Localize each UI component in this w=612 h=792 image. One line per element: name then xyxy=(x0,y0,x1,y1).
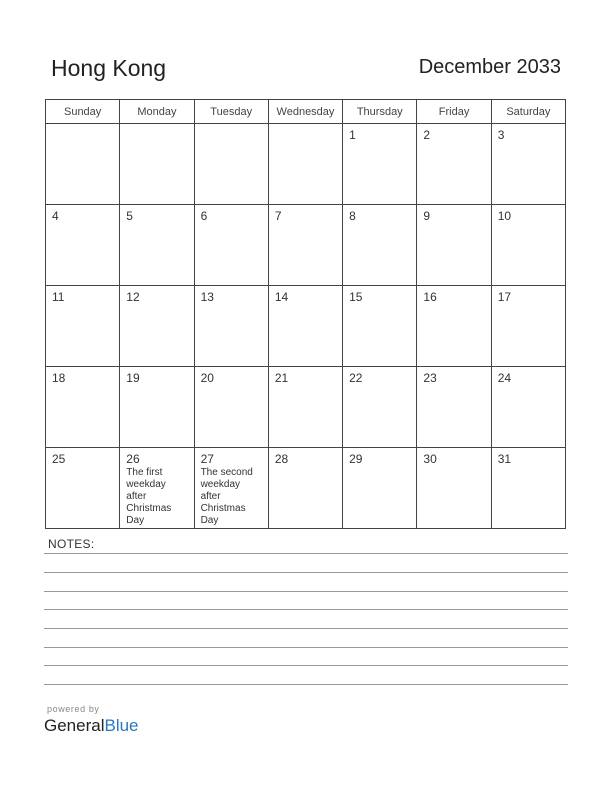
day-number: 20 xyxy=(200,371,214,385)
day-cell xyxy=(120,367,194,448)
day-cell xyxy=(417,448,491,529)
day-number: 14 xyxy=(274,290,289,304)
day-cell xyxy=(46,286,120,367)
day-number: 25 xyxy=(52,452,66,466)
day-number: 15 xyxy=(349,290,363,304)
day-cell xyxy=(194,205,268,286)
region-title: Hong Kong xyxy=(51,55,167,81)
day-cell xyxy=(417,367,491,448)
day-number: 24 xyxy=(497,371,512,385)
week-row xyxy=(46,205,566,286)
day-cell xyxy=(417,205,491,286)
day-number: 21 xyxy=(274,371,289,385)
weekday-sunday: Sunday xyxy=(46,100,120,124)
day-cell xyxy=(343,286,417,367)
day-cell xyxy=(491,124,565,205)
day-cell xyxy=(343,367,417,448)
day-cell xyxy=(417,124,491,205)
note-line xyxy=(44,591,568,592)
day-cell xyxy=(194,448,268,529)
empty-day-cell xyxy=(194,124,268,205)
day-cell xyxy=(343,205,417,286)
day-number: 29 xyxy=(349,452,363,466)
day-number: 2 xyxy=(423,128,431,142)
day-number: 13 xyxy=(200,290,214,304)
calendar-grid xyxy=(45,99,566,529)
day-number: 11 xyxy=(52,290,65,304)
day-number: 1 xyxy=(349,128,356,142)
month-year-title: December 2033 xyxy=(418,56,561,78)
week-row xyxy=(46,286,566,367)
note-line xyxy=(44,553,568,554)
day-number: 7 xyxy=(274,209,282,223)
day-cell xyxy=(268,205,342,286)
day-cell xyxy=(343,448,417,529)
brand-general: General xyxy=(44,716,105,735)
note-line xyxy=(44,628,568,629)
week-row xyxy=(46,448,566,529)
notes-label: NOTES: xyxy=(48,537,95,551)
day-number: 18 xyxy=(52,371,66,385)
day-number: 30 xyxy=(423,452,437,466)
week-row xyxy=(46,124,566,205)
empty-day-cell xyxy=(120,124,194,205)
week-row xyxy=(46,367,566,448)
note-line xyxy=(44,684,568,685)
day-cell xyxy=(194,286,268,367)
day-number: 31 xyxy=(497,452,512,466)
day-number: 6 xyxy=(200,209,208,223)
day-cell xyxy=(417,286,491,367)
day-cell xyxy=(194,367,268,448)
day-number: 3 xyxy=(497,128,505,142)
day-number: 22 xyxy=(349,371,363,385)
note-line xyxy=(44,665,568,666)
weekday-wednesday: Wednesday xyxy=(268,100,342,124)
day-number: 17 xyxy=(497,290,512,304)
day-cell xyxy=(491,205,565,286)
day-cell xyxy=(120,286,194,367)
calendar-body xyxy=(46,124,566,529)
day-cell xyxy=(491,367,565,448)
powered-by-text: powered by xyxy=(47,704,100,714)
day-cell xyxy=(491,448,565,529)
day-cell xyxy=(46,367,120,448)
day-number: 12 xyxy=(126,290,140,304)
empty-day-cell xyxy=(46,124,120,205)
day-number: 26 xyxy=(126,452,140,466)
weekday-monday: Monday xyxy=(120,100,194,124)
day-number: 19 xyxy=(126,371,140,385)
weekday-tuesday: Tuesday xyxy=(194,100,268,124)
empty-day-cell xyxy=(268,124,342,205)
day-cell xyxy=(343,124,417,205)
generalblue-logo[interactable] xyxy=(44,716,139,736)
day-cell xyxy=(491,286,565,367)
day-cell xyxy=(268,367,342,448)
weekday-friday: Friday xyxy=(417,100,491,124)
day-cell xyxy=(268,286,342,367)
holiday-label: The first weekday after Christmas Day xyxy=(126,467,172,526)
day-number: 8 xyxy=(349,209,356,223)
note-line xyxy=(44,572,568,573)
day-cell xyxy=(46,448,120,529)
day-cell xyxy=(268,448,342,529)
holiday-label: The second weekday after Christmas Day xyxy=(200,467,253,526)
day-number: 28 xyxy=(274,452,289,466)
day-number: 27 xyxy=(200,452,214,466)
brand-blue: Blue xyxy=(104,716,139,735)
day-number: 5 xyxy=(126,209,133,223)
day-number: 9 xyxy=(423,209,431,223)
day-cell xyxy=(46,205,120,286)
day-number: 23 xyxy=(423,371,437,385)
day-number: 4 xyxy=(52,209,59,223)
day-cell xyxy=(120,205,194,286)
day-cell xyxy=(120,448,194,529)
day-number: 16 xyxy=(423,290,437,304)
weekday-thursday: Thursday xyxy=(343,100,417,124)
weekday-saturday: Saturday xyxy=(491,100,565,124)
weekday-header-row xyxy=(46,100,566,124)
note-line xyxy=(44,647,568,648)
note-line xyxy=(44,609,568,610)
day-number: 10 xyxy=(497,209,512,223)
